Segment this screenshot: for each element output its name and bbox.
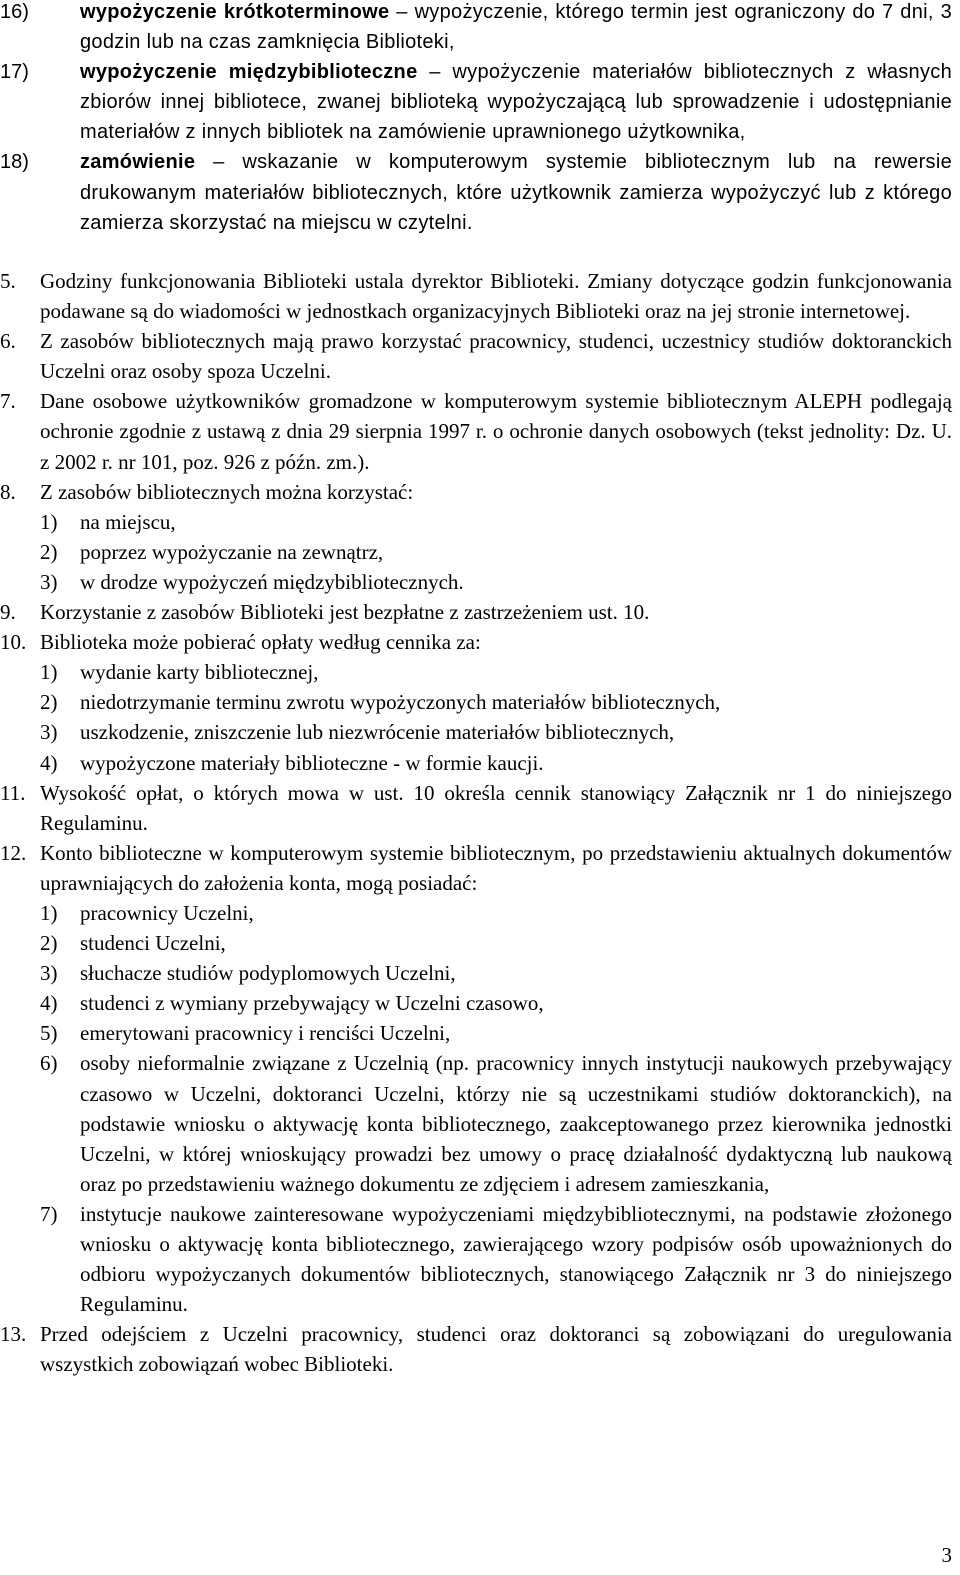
item-number: 18) <box>0 151 29 174</box>
list-item-number: 1) <box>40 509 58 534</box>
section-text: Konto biblioteczne w komputerowym systemie bibliotecznym, po przedstawieniu aktualnych dokumentów uprawniających do założenia konta, mogą posiadać: <box>40 840 952 895</box>
sections-list <box>0 266 960 1379</box>
section-text: Biblioteka może pobierać opłaty według cennika za: <box>40 630 481 655</box>
list-item-text: na miejscu, <box>80 509 176 534</box>
definitions-list <box>0 0 960 238</box>
section-text: Wysokość opłat, o których mowa w ust. 10 określa cennik stanowiący Załącznik nr 1 do niniejszego Regulaminu. <box>40 780 952 835</box>
section-11 <box>0 778 960 838</box>
list-item-text: studenci z wymiany przebywający w Uczelni czasowo, <box>80 991 544 1016</box>
list-item <box>0 988 960 1018</box>
section-number: 11. <box>0 780 26 805</box>
page-number: 3 <box>941 1543 952 1567</box>
section-number: 6. <box>0 329 16 354</box>
section-number: 9. <box>0 600 16 625</box>
section-12 <box>0 838 960 898</box>
section-text: Dane osobowe użytkowników gromadzone w komputerowym systemie bibliotecznym ALEPH podlegają ochronie zgodnie z ustawą z dnia 29 sierpnia 1997 r. o ochronie danych osobowych (tekst jednolity: Dz. U. z 2002 r. nr 101, poz. 926 z późn. zm.). <box>40 389 952 474</box>
item-number: 17) <box>0 61 29 84</box>
section-5 <box>0 266 960 326</box>
section-9 <box>0 597 960 627</box>
list-item-text: instytucje naukowe zainteresowane wypożyczeniami międzybibliotecznymi, na podstawie złożonego wniosku o aktywację konta bibliotecznego, zawierającego wzory podpisów osób upoważnionych do odbioru wypożyczanych dokumentów bibliotecznych, stanowiącego Załącznik nr 3 do niniejszego Regulaminu. <box>80 1201 952 1317</box>
section-number: 5. <box>0 269 16 293</box>
defined-term: wypożyczenie krótkoterminowe <box>80 1 390 23</box>
list-item <box>0 507 960 537</box>
definition-item-17 <box>0 57 960 147</box>
list-item <box>0 717 960 747</box>
list-item <box>0 687 960 717</box>
list-item <box>0 537 960 567</box>
defined-term: zamówienie <box>80 151 196 174</box>
section-number: 7. <box>0 389 16 414</box>
section-number: 12. <box>0 840 27 865</box>
list-item-text: emerytowani pracownicy i renciści Uczelni, <box>80 1021 451 1046</box>
list-item-number: 1) <box>40 660 58 685</box>
section-text: Godziny funkcjonowania Biblioteki ustala dyrektor Biblioteki. Zmiany dotyczące godzin funkcjonowania podawane są do wiadomości w jednostkach organizacyjnych Biblioteki oraz na jej stronie internetowej. <box>40 269 952 324</box>
section-text: Z zasobów bibliotecznych mają prawo korzystać pracownicy, studenci, uczestnicy studiów doktoranckich Uczelni oraz osoby spoza Uczelni. <box>40 329 952 384</box>
list-item <box>0 928 960 958</box>
item-number: 16) <box>0 1 29 23</box>
list-item <box>0 898 960 928</box>
list-item-text: osoby nieformalnie związane z Uczelnią (np. pracownicy innych instytucji naukowych przebywający czasowo w Uczelni, doktoranci Uczelni, którzy nie są uczestnikami studiów doktoranckich), na podstawie wniosku o aktywację konta bibliotecznego, zaakceptowanego przez kierownika jednostki Uczelni, w której wnioskujący prowadzi bez umowy o pracę działalność dydaktyczną lub naukową oraz po przedstawieniu ważnego dokumentu ze zdjęciem i adresem zamieszkania, <box>80 1051 952 1196</box>
defined-term: wypożyczenie międzybiblioteczne <box>80 61 418 84</box>
section-13 <box>0 1319 960 1379</box>
section-number: 13. <box>0 1322 27 1347</box>
list-item-number: 3) <box>40 961 58 986</box>
list-item-text: poprzez wypożyczanie na zewnątrz, <box>80 539 384 564</box>
list-item <box>0 1018 960 1048</box>
section-6 <box>0 326 960 386</box>
section-number: 8. <box>0 479 16 504</box>
list-item <box>0 657 960 687</box>
list-item-number: 6) <box>40 1051 58 1076</box>
list-item-number: 3) <box>40 720 58 745</box>
definition-text: – wskazanie w komputerowym systemie bibliotecznym lub na rewersie drukowanym materiałów bibliotecznych, które użytkownik zamierza wypożyczyć lub z którego zamierza skorzystać na miejscu w czytelni. <box>80 151 952 234</box>
list-item-text: studenci Uczelni, <box>80 931 226 956</box>
list-item-text: słuchacze studiów podyplomowych Uczelni, <box>80 961 456 986</box>
list-item-number: 5) <box>40 1021 58 1046</box>
section-number: 10. <box>0 630 27 655</box>
section-text: Z zasobów bibliotecznych można korzystać: <box>40 479 414 504</box>
list-item-number: 1) <box>40 900 58 925</box>
list-item-number: 4) <box>40 750 58 775</box>
list-item-number: 3) <box>40 569 58 594</box>
list-item-number: 2) <box>40 931 58 956</box>
definition-text: – wypożyczenie materiałów bibliotecznych z własnych zbiorów innej bibliotece, zwanej biblioteką wypożyczającą lub sprowadzenie i udostępnianie materiałów z innych bibliotek na zamówienie uprawnionego użytkownika, <box>80 61 952 144</box>
list-item-text: w drodze wypożyczeń międzybibliotecznych. <box>80 569 464 594</box>
list-item <box>0 748 960 778</box>
list-item-number: 2) <box>40 690 58 715</box>
list-item-text: uszkodzenie, zniszczenie lub niezwrócenie materiałów bibliotecznych, <box>80 720 675 745</box>
list-item <box>0 958 960 988</box>
list-item-text: wypożyczone materiały biblioteczne - w formie kaucji. <box>80 750 544 775</box>
definition-text: – wypożyczenie, którego termin jest ograniczony do 7 dni, 3 godzin lub na czas zamknięcia Biblioteki, <box>80 1 952 54</box>
list-item-number: 7) <box>40 1201 58 1226</box>
list-item-number: 4) <box>40 991 58 1016</box>
section-text: Przed odejściem z Uczelni pracownicy, studenci oraz doktoranci są zobowiązani do uregulowania wszystkich zobowiązań wobec Biblioteki. <box>40 1322 952 1377</box>
definition-item-18 <box>0 147 960 237</box>
list-item-number: 2) <box>40 539 58 564</box>
section-8 <box>0 477 960 507</box>
list-item-text: wydanie karty bibliotecznej, <box>80 660 319 685</box>
section-7 <box>0 386 960 476</box>
section-text: Korzystanie z zasobów Biblioteki jest bezpłatne z zastrzeżeniem ust. 10. <box>40 600 650 625</box>
list-item <box>0 1048 960 1198</box>
section-10 <box>0 627 960 657</box>
list-item-text: pracownicy Uczelni, <box>80 900 254 925</box>
list-item-text: niedotrzymanie terminu zwrotu wypożyczonych materiałów bibliotecznych, <box>80 690 721 715</box>
list-item <box>0 1199 960 1319</box>
definition-item-16 <box>0 0 960 57</box>
list-item <box>0 567 960 597</box>
